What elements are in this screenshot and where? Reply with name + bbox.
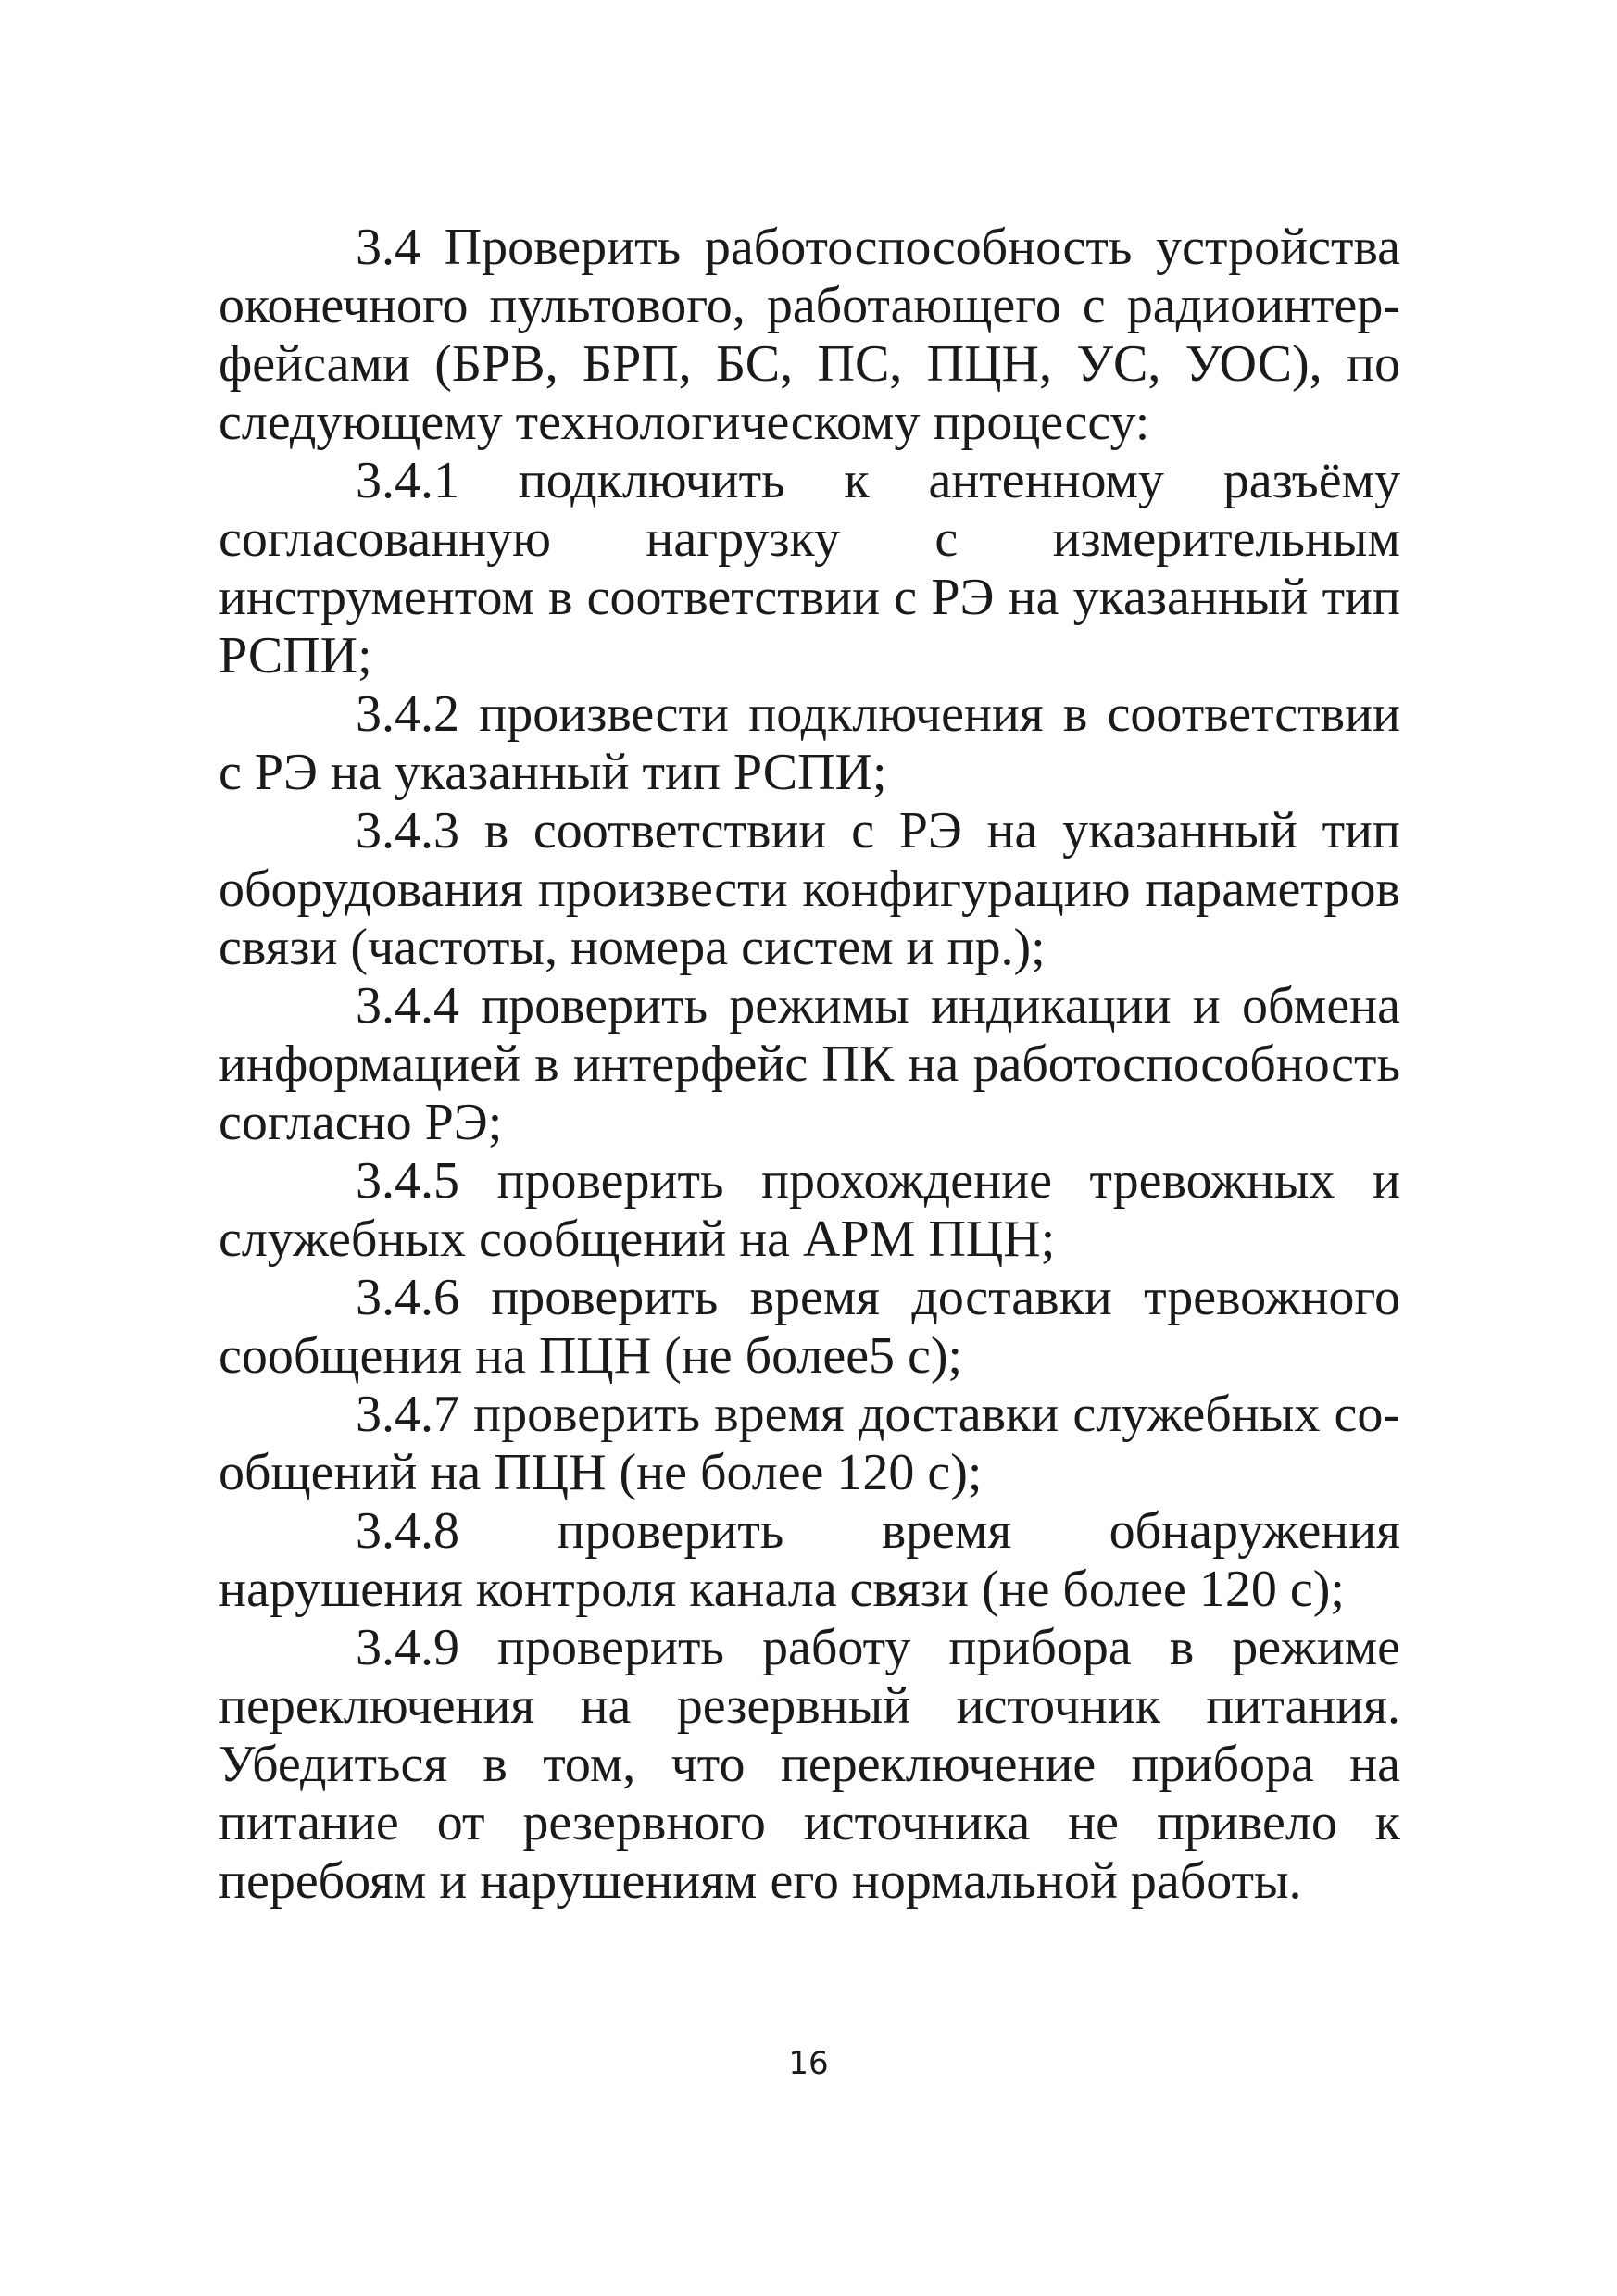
page-number: 16 [788, 2045, 829, 2082]
paragraph-3-4-2: 3.4.2 произвести подключения в соответствии с РЭ на указанный тип РСПИ; [219, 685, 1400, 801]
paragraph-3-4: 3.4 Проверить работоспособность устройства оконечного пультового, работающего с радиоинтерфейсами (БРВ, БРП, БС, ПС, ПЦН, УС, УОС), по следующему технологическому процессу: [219, 219, 1400, 451]
paragraph-3-4-8: 3.4.8 проверить время обнаружения нарушения контроля канала связи (не более 120 с); [219, 1502, 1400, 1618]
paragraph-3-4-5: 3.4.5 проверить прохождение тревожных и служебных сообщений на АРМ ПЦН; [219, 1152, 1400, 1268]
body-text [219, 219, 1400, 1911]
paragraph-3-4-6: 3.4.6 проверить время доставки тревожного сообщения на ПЦН (не более5 с); [219, 1269, 1400, 1385]
paragraph-3-4-1: 3.4.1 подключить к антенному разъёму согласованную нагрузку с измерительным инструментом в соответствии с РЭ на указанный тип РСПИ; [219, 452, 1400, 684]
paragraph-3-4-9: 3.4.9 проверить работу прибора в режиме переключения на резервный источник питания. Убедиться в том, что переключение прибора на питание от резервного источника не привело к перебоям и нарушениям его нормальной работы. [219, 1619, 1400, 1910]
paragraph-3-4-4: 3.4.4 проверить режимы индикации и обмена информацией в интерфейс ПК на работоспособность согласно РЭ; [219, 977, 1400, 1151]
paragraph-3-4-3: 3.4.3 в соответствии с РЭ на указанный тип оборудования произвести конфигурацию параметров связи (частоты, номера систем и пр.); [219, 802, 1400, 976]
paragraph-3-4-7: 3.4.7 проверить время доставки служебных сообщений на ПЦН (не более 120 с); [219, 1386, 1400, 1501]
